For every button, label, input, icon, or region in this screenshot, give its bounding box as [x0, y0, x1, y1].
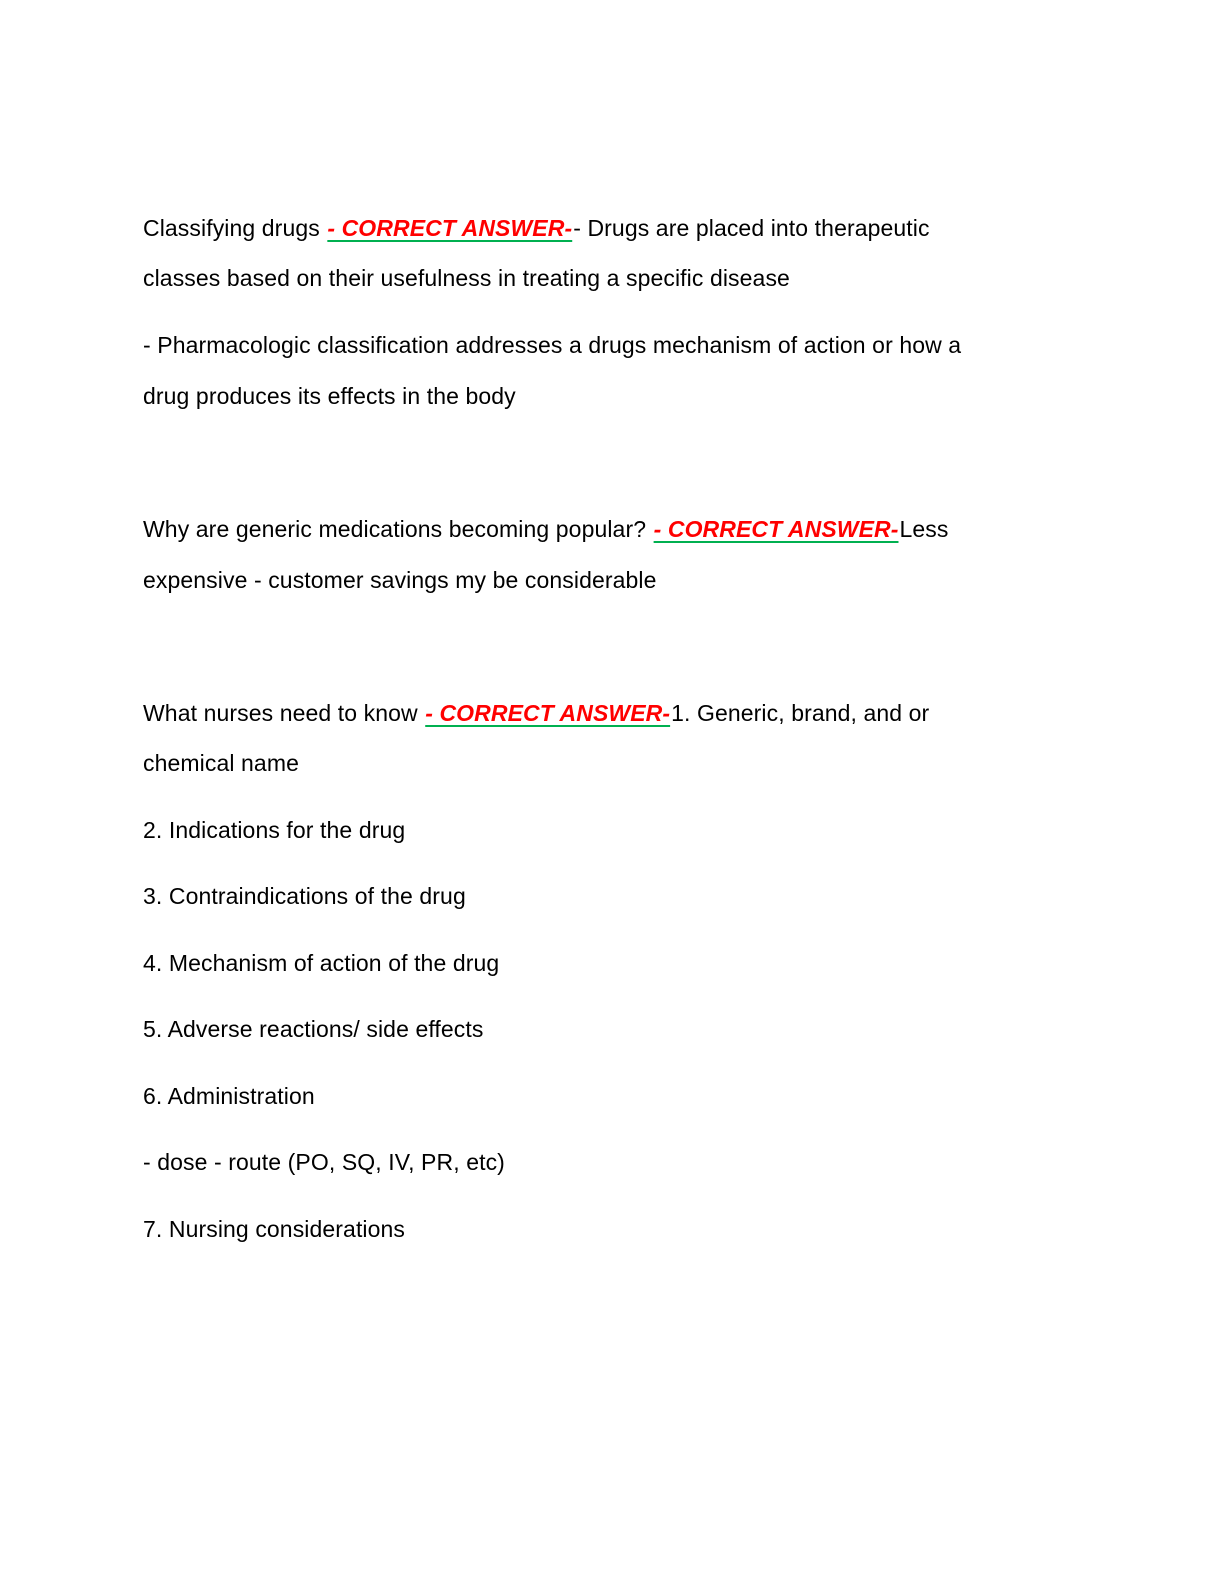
entry-1-line-4: drug produces its effects in the body [143, 383, 516, 409]
entry-3-first-line [143, 698, 1043, 728]
entry-1-line-2: classes based on their usefulness in treating a specific disease [143, 265, 790, 291]
entry-1-answer-marker: - CORRECT ANSWER- [327, 215, 573, 241]
entry-2-answer-start: Less [899, 516, 949, 542]
entry-3-item-3: 3. Contraindications of the drug [143, 883, 466, 909]
entry-3-answer-marker: - CORRECT ANSWER- [425, 700, 671, 726]
entry-3-item-7: 7. Nursing considerations [143, 1216, 406, 1242]
entry-3-line-2: chemical name [143, 750, 299, 776]
entry-3-item-4: 4. Mechanism of action of the drug [143, 950, 500, 976]
entry-2-answer-marker: - CORRECT ANSWER- [653, 516, 899, 542]
entry-1-question: Classifying drugs [143, 215, 320, 241]
entry-3-item-6-detail: - dose - route (PO, SQ, IV, PR, etc) [143, 1149, 505, 1175]
entry-1-first-line [143, 213, 1043, 243]
entry-3-item-6: 6. Administration [143, 1083, 315, 1109]
entry-3-answer-start: 1. Generic, brand, and or [671, 700, 930, 726]
entry-3-item-2: 2. Indications for the drug [143, 817, 406, 843]
entry-2-first-line [143, 514, 1043, 544]
entry-1-answer-start: - Drugs are placed into therapeutic [573, 215, 930, 241]
entry-2-question: Why are generic medications becoming popular? [143, 516, 647, 542]
entry-3-item-5: 5. Adverse reactions/ side effects [143, 1016, 484, 1042]
entry-2-line-2: expensive - customer savings my be considerable [143, 567, 657, 593]
entry-3-question: What nurses need to know [143, 700, 418, 726]
entry-1-line-3: - Pharmacologic classification addresses a drugs mechanism of action or how a [143, 332, 962, 358]
